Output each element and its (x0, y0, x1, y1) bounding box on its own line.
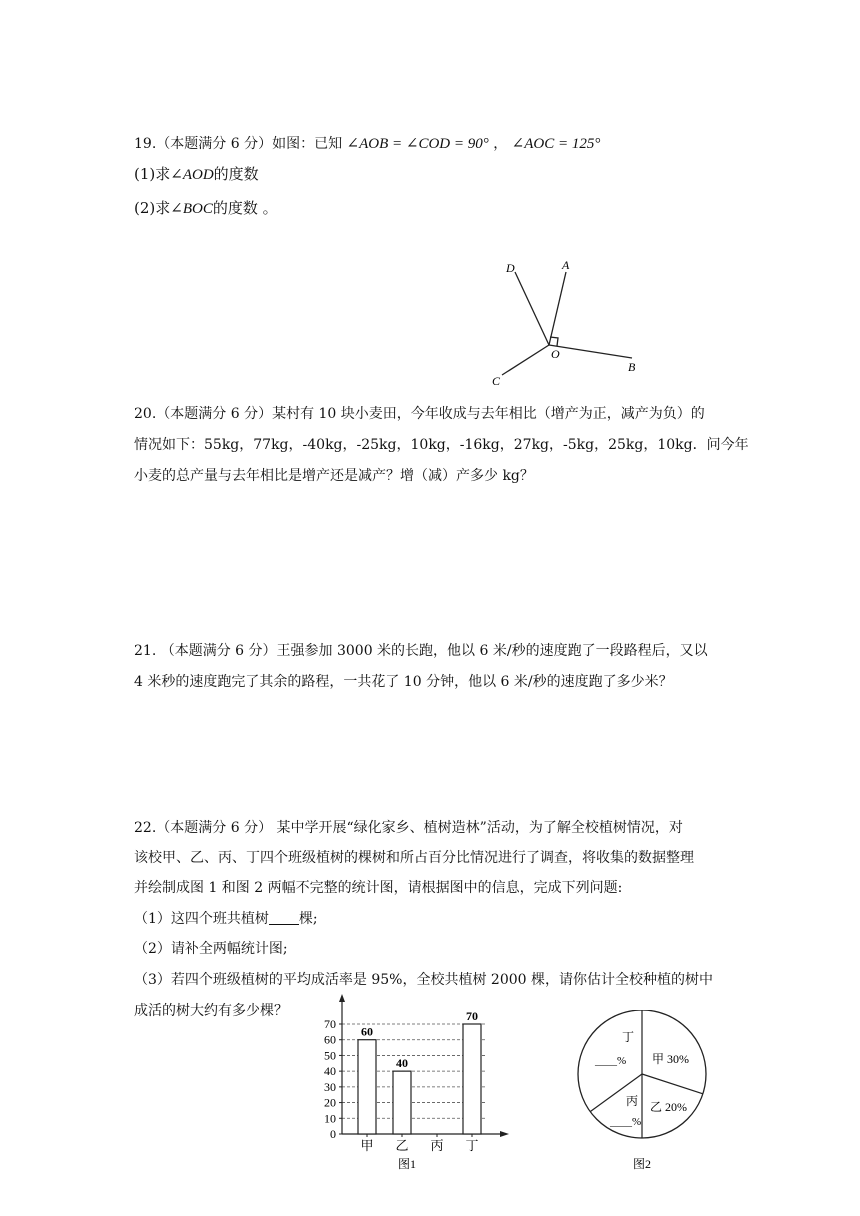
q21-line1: 21. （本题满分 6 分）王强参加 3000 米的长跑，他以 6 米/秒的速度跑了一段路程后，又以 (134, 643, 708, 659)
x-tick-label: 丙 (430, 1138, 444, 1153)
slice-label-jia: 甲 30% (652, 1052, 689, 1066)
pie-chart-figure-2 (565, 1010, 725, 1175)
bar (393, 1071, 411, 1134)
q22-line3: 并绘制成图 1 和图 2 两幅不完整的统计图，请根据图中的信息，完成下列问题: (134, 880, 623, 896)
q19-part1-prefix: (1)求 (134, 165, 171, 183)
q22-item1-text: （1）这四个班共植树 (134, 911, 269, 927)
ray-oc (502, 345, 549, 375)
bar (463, 1024, 481, 1134)
q19-stem (134, 134, 600, 154)
q19-part2-angle: ∠BOC (170, 201, 213, 217)
label-d: D (506, 261, 515, 275)
q22-item1-suffix: 棵; (298, 911, 318, 927)
y-tick-label: 40 (324, 1064, 336, 1079)
q19-given-2: ∠AOC = 125° (511, 136, 601, 152)
y-tick-label: 60 (324, 1032, 336, 1047)
q19-angle-figure (480, 255, 650, 390)
ray-oa (549, 272, 566, 345)
x-axis-arrow (500, 1131, 509, 1137)
q22-line2: 该校甲、乙、丙、丁四个班级植树的棵树和所占百分比情况进行了调查，将收集的数据整理 (134, 850, 694, 866)
q22-item1-blank (269, 910, 299, 925)
x-tick-label: 丁 (465, 1138, 479, 1153)
q19-given-1: ∠AOB = ∠COD = 90° (346, 136, 489, 152)
label-b: B (628, 360, 636, 374)
q22-item3-line2: 成活的树大约有多少棵？ (134, 1003, 288, 1019)
label-o: O (551, 347, 560, 361)
y-tick-label: 0 (330, 1127, 336, 1141)
q20-line3: 小麦的总产量与去年相比是增产还是减产？增（减）产多少 kg？ (134, 468, 534, 484)
q19-part2-suffix: 的度数 。 (212, 199, 278, 217)
data-label: 70 (466, 1009, 478, 1023)
label-c: C (492, 374, 501, 388)
q22-item2: （2）请补全两幅统计图; (134, 941, 288, 957)
ray-od (515, 272, 549, 345)
q20-line1: 20.（本题满分 6 分）某村有 10 块小麦田，今年收成与去年相比（增产为正，减产为负）的 (134, 406, 705, 422)
slice-blank-bing: ____% (610, 1116, 642, 1128)
y-tick-label: 20 (324, 1095, 336, 1110)
bar-chart-figure-1 (312, 990, 522, 1175)
q19-separator: ， (493, 136, 508, 152)
x-tick-label: 乙 (395, 1138, 409, 1153)
q22-item3-line1: （3）若四个班级植树的平均成活率是 95%，全校共植树 2000 棵，请你估计全校种植的树中 (134, 972, 714, 988)
q19-part1-suffix: 的度数 (213, 165, 259, 183)
slice-blank-ding: ____% (595, 1055, 627, 1067)
q22-item1 (134, 909, 318, 929)
bar (358, 1040, 376, 1134)
q21-line2: 4 米秒的速度跑完了其余的路程，一共花了 10 分钟，他以 6 米/秒的速度跑了多少米？ (134, 674, 673, 690)
data-label: 40 (396, 1056, 408, 1071)
label-a: A (562, 258, 570, 272)
y-axis-arrow (339, 994, 345, 1002)
q19-part1 (134, 164, 259, 185)
y-tick-label: 50 (324, 1048, 336, 1063)
q22-line1: 22.（本题满分 6 分） 某中学开展“绿化家乡、植树造林”活动，为了解全校植树情况，对 (134, 820, 683, 836)
x-tick-label: 甲 (360, 1138, 374, 1153)
data-label: 60 (361, 1024, 373, 1039)
q19-stem-text: 19.（本题满分 6 分）如图：已知 (134, 136, 343, 152)
y-tick-label: 10 (324, 1111, 336, 1126)
y-tick-label: 30 (324, 1079, 336, 1094)
q19-part2 (134, 198, 278, 219)
slice-label-yi: 乙 20% (650, 1100, 687, 1114)
q19-part2-prefix: (2)求 (134, 199, 171, 217)
chart-title: 图2 (632, 1157, 652, 1171)
chart-title: 图1 (397, 1157, 417, 1171)
q19-part1-angle: ∠AOD (170, 167, 214, 183)
slice-label-bing: 丙 (626, 1094, 639, 1108)
y-tick-label: 70 (324, 1017, 336, 1031)
q20-line2: 情况如下：55kg，77kg，-40kg，-25kg，10kg，-16kg，27kg，-5kg，25kg，10kg．问今年 (134, 437, 749, 453)
slice-label-ding: 丁 (622, 1030, 635, 1044)
ray-ob (549, 345, 632, 358)
